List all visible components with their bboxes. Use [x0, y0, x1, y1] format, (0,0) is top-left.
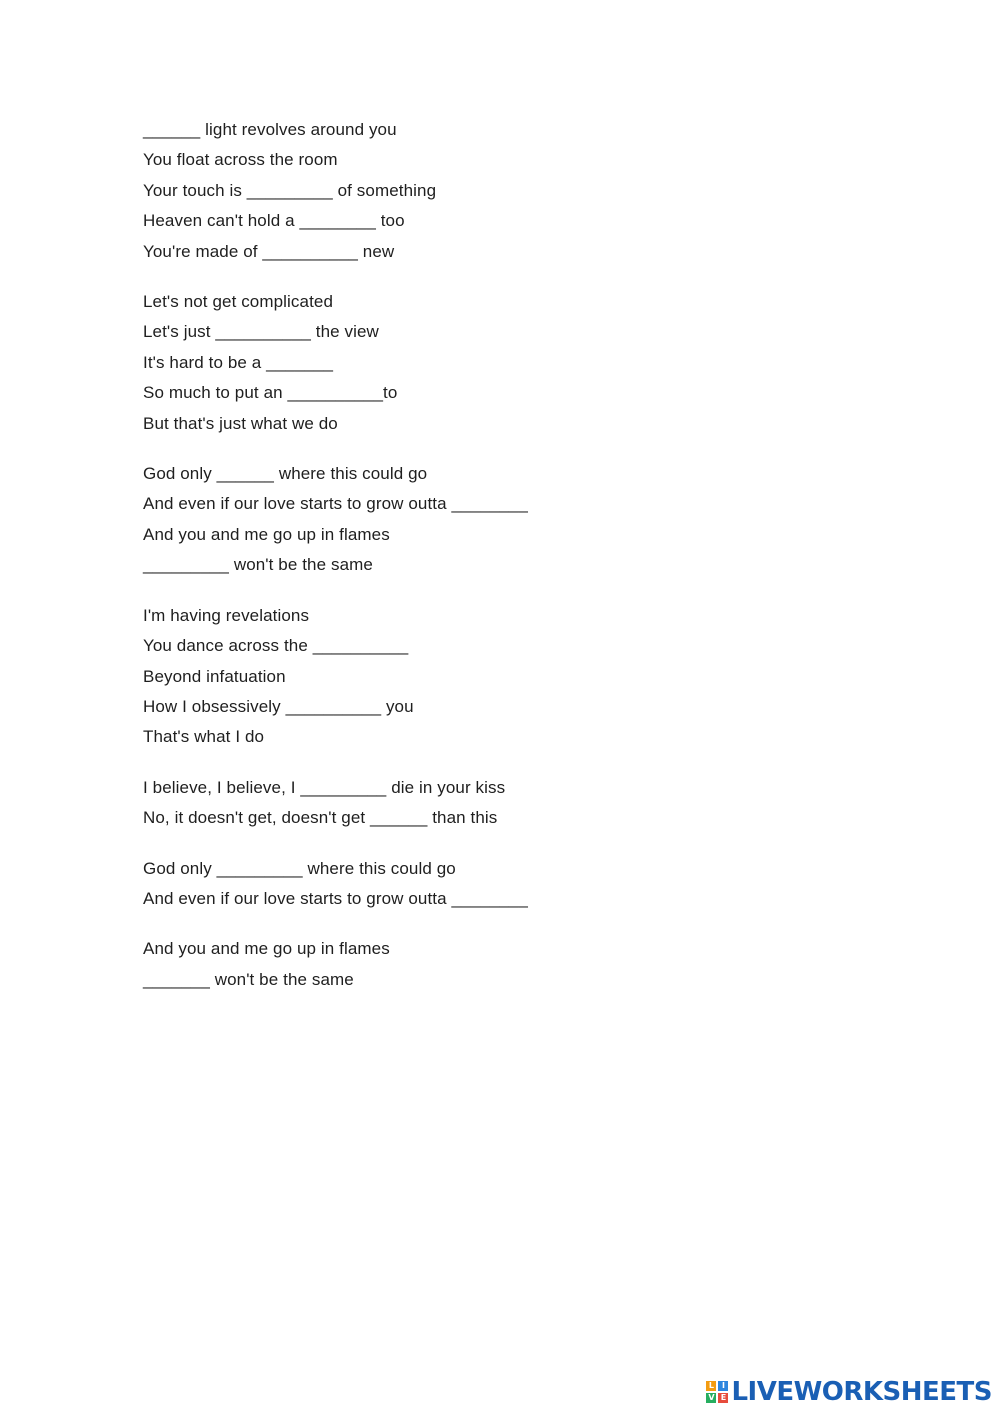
liveworksheets-logo: [706, 1377, 992, 1407]
logo-mark-letter: L: [706, 1381, 716, 1391]
lyric-line: God only _________ where this could go: [143, 858, 456, 878]
lyric-line: But that's just what we do: [143, 413, 338, 433]
lyric-line: Let's just __________ the view: [143, 322, 379, 342]
lyric-line: No, it doesn't get, doesn't get ______ than this: [143, 808, 498, 828]
lyric-line: ______ light revolves around you: [143, 120, 397, 139]
lyric-line: Heaven can't hold a ________ too: [143, 211, 405, 231]
lyric-line: That's what I do: [143, 727, 265, 747]
lyric-line: And you and me go up in flames: [143, 939, 390, 959]
lyric-line: It's hard to be a _______: [143, 352, 334, 372]
lyric-line: How I obsessively __________ you: [143, 696, 414, 716]
logo-mark-letter: V: [708, 1393, 715, 1402]
lyric-line: You float across the room: [143, 150, 338, 170]
lyric-line: _______ won't be the same: [143, 969, 354, 989]
logo-mark-letter: I: [718, 1381, 728, 1391]
lyric-line: So much to put an __________to: [143, 383, 398, 403]
logo-text: LIVEWORKSHEETS: [731, 1377, 992, 1407]
logo-mark-icon: [706, 1381, 728, 1403]
worksheet-lyrics: [143, 115, 843, 1015]
stanza-2: [143, 287, 843, 439]
lyric-line: And even if our love starts to grow outta ________: [143, 888, 528, 908]
lyric-line: God only ______ where this could go: [143, 464, 428, 484]
lyric-line: Let's not get complicated: [143, 292, 334, 312]
lyric-line: You're made of __________ new: [143, 241, 395, 261]
stanza-7: [143, 934, 843, 995]
lyric-line: Your touch is _________ of something: [143, 180, 437, 200]
lyric-line: And you and me go up in flames: [143, 524, 390, 544]
lyric-line: I'm having revelations: [143, 605, 310, 625]
stanza-1: [143, 115, 843, 267]
stanza-3: [143, 459, 843, 581]
stanza-5: [143, 773, 843, 834]
stanza-6: [143, 854, 843, 915]
logo-mark-letter: E: [718, 1393, 728, 1403]
lyric-line: And even if our love starts to grow outta ________: [143, 494, 528, 514]
lyric-line: I believe, I believe, I _________ die in your kiss: [143, 777, 506, 797]
stanza-4: [143, 601, 843, 753]
lyric-line: Beyond infatuation: [143, 666, 286, 686]
lyric-line: You dance across the __________: [143, 636, 409, 656]
lyric-line: _________ won't be the same: [143, 555, 373, 575]
